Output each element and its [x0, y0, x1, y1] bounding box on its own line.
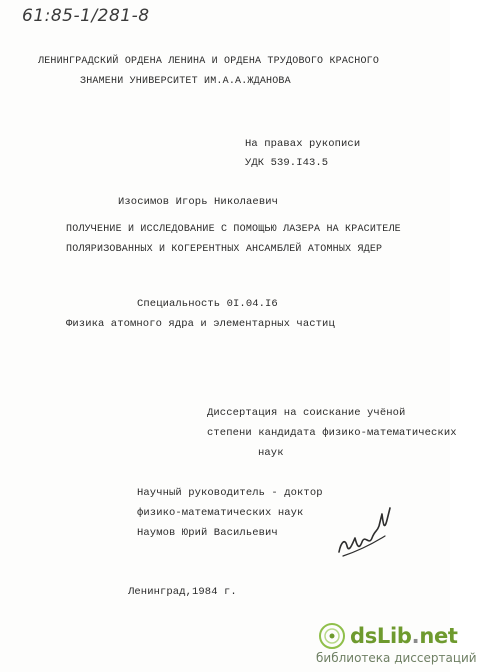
dissertation-line-1: Диссертация на соискание учёной	[207, 407, 406, 419]
dslib-caption: библиотека диссертаций	[316, 651, 477, 665]
title-line-1: ПОЛУЧЕНИЕ И ИССЛЕДОВАНИЕ С ПОМОЩЬЮ ЛАЗЕРА НА КРАСИТЕЛЕ	[66, 224, 401, 235]
rights-label: На правах рукописи	[245, 138, 361, 150]
dissertation-line-3: наук	[258, 447, 284, 459]
supervisor-signature	[335, 502, 395, 562]
dslib-logo-text	[350, 624, 458, 648]
title-line-2: ПОЛЯРИЗОВАННЫХ И КОГЕРЕНТНЫХ АНСАМБЛЕЙ АТОМНЫХ ЯДЕР	[66, 244, 383, 255]
udk-code: УДК 539.I43.5	[245, 157, 329, 169]
place-and-year: Ленинград,1984 г.	[128, 586, 237, 598]
dslib-watermark	[300, 622, 477, 672]
institution-line-1: ЛЕНИНГРАДСКИЙ ОРДЕНА ЛЕНИНА И ОРДЕНА ТРУДОВОГО КРАСНОГО	[38, 56, 380, 67]
dissertation-line-2: степени кандидата физико-математических	[207, 427, 457, 439]
dslib-logo-icon	[318, 622, 346, 650]
supervisor-line-2: физико-математических наук	[137, 507, 304, 519]
logo-tld: net	[419, 624, 458, 648]
supervisor-line-1: Научный руководитель - доктор	[137, 487, 323, 499]
author-name: Изосимов Игорь Николаевич	[118, 196, 279, 208]
handwritten-catalog-code: 61:85-1/281-8	[22, 6, 150, 26]
supervisor-line-3: Наумов Юрий Васильевич	[137, 527, 278, 539]
institution-line-2: ЗНАМЕНИ УНИВЕРСИТЕТ ИМ.А.А.ЖДАНОВА	[80, 76, 291, 87]
specialty-code: Специальность 0I.04.I6	[137, 298, 278, 310]
specialty-name: Физика атомного ядра и элементарных частиц	[66, 318, 335, 330]
logo-main: dsLib	[350, 624, 412, 648]
logo-dot: .	[411, 624, 420, 648]
